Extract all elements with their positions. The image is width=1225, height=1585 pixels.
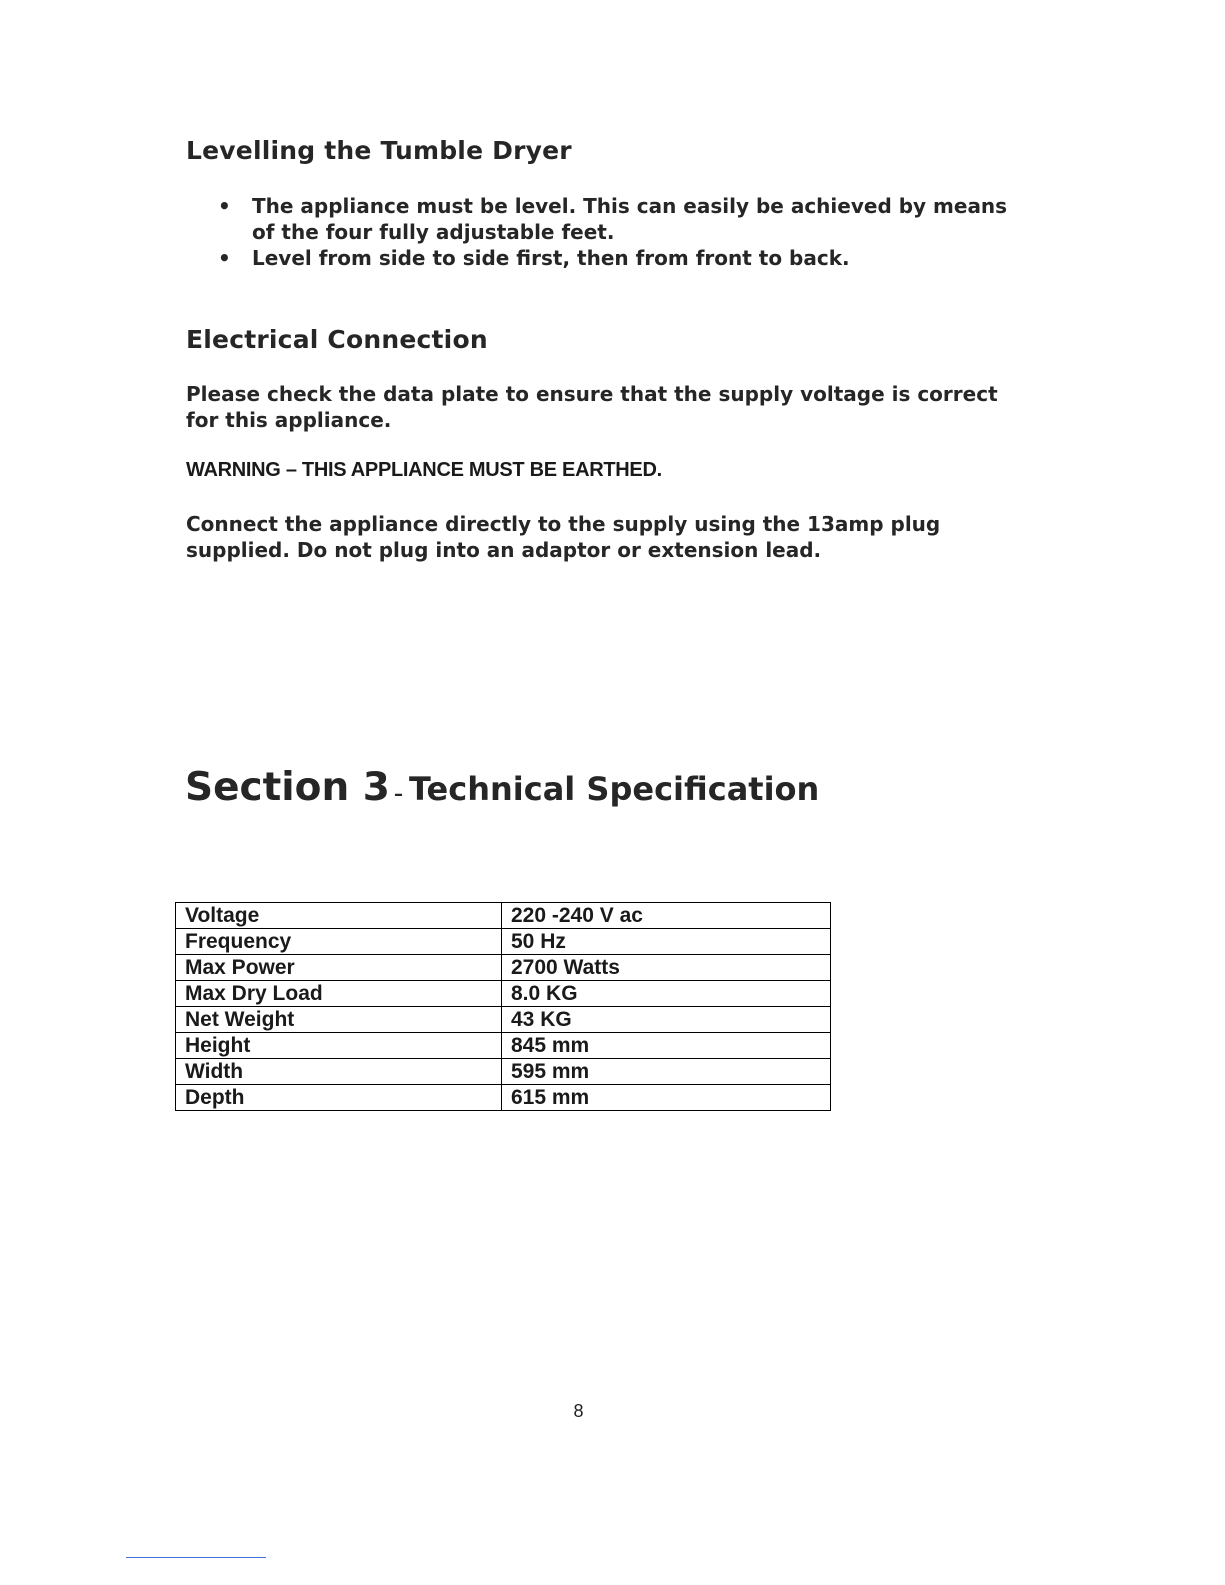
voltage-check-paragraph: Please check the data plate to ensure that the supply voltage is correct for this appliance. <box>186 382 998 432</box>
spec-name: Max Dry Load <box>176 981 502 1007</box>
spec-name: Max Power <box>176 955 502 981</box>
levelling-bullet-text: Level from side to side first, then from front to back. <box>252 246 850 270</box>
table-row <box>176 903 831 929</box>
levelling-bullet-text: The appliance must be level. This can easily be achieved by means of the four fully adjustable feet. <box>252 194 1008 244</box>
electrical-heading: Electrical Connection <box>186 325 488 354</box>
levelling-heading: Levelling the Tumble Dryer <box>186 136 572 165</box>
spec-value: 595 mm <box>502 1059 831 1085</box>
spec-name: Frequency <box>176 929 502 955</box>
table-row <box>176 1059 831 1085</box>
earthing-warning: WARNING – THIS APPLIANCE MUST BE EARTHED. <box>186 459 662 481</box>
levelling-bullet-item <box>216 193 1016 245</box>
spec-name: Net Weight <box>176 1007 502 1033</box>
spec-value: 615 mm <box>502 1085 831 1111</box>
table-row <box>176 1033 831 1059</box>
section-title <box>185 765 819 810</box>
table-row <box>176 955 831 981</box>
spec-table <box>175 902 831 1111</box>
levelling-bullet-list <box>216 193 1016 271</box>
spec-value: 43 KG <box>502 1007 831 1033</box>
spec-name: Depth <box>176 1085 502 1111</box>
table-row <box>176 981 831 1007</box>
spec-value: 50 Hz <box>502 929 831 955</box>
table-row <box>176 929 831 955</box>
table-row <box>176 1085 831 1111</box>
spec-name: Width <box>176 1059 502 1085</box>
section-name: Technical Specification <box>408 770 820 808</box>
bullet-icon: • <box>218 194 231 218</box>
page-number: 8 <box>573 1401 584 1421</box>
connection-paragraph: Connect the appliance directly to the supply using the 13amp plug supplied. Do not plug into an adaptor or extension lead. <box>186 512 941 562</box>
bullet-icon: • <box>218 246 231 270</box>
spec-value: 8.0 KG <box>502 981 831 1007</box>
table-row <box>176 1007 831 1033</box>
spec-name: Voltage <box>176 903 502 929</box>
spec-value: 220 -240 V ac <box>502 903 831 929</box>
section-label: Section 3 <box>185 765 390 810</box>
link-underline <box>126 1557 266 1558</box>
levelling-bullet-item <box>216 245 1016 271</box>
spec-name: Height <box>176 1033 502 1059</box>
spec-value: 2700 Watts <box>502 955 831 981</box>
spec-value: 845 mm <box>502 1033 831 1059</box>
section-separator: – <box>393 784 403 805</box>
